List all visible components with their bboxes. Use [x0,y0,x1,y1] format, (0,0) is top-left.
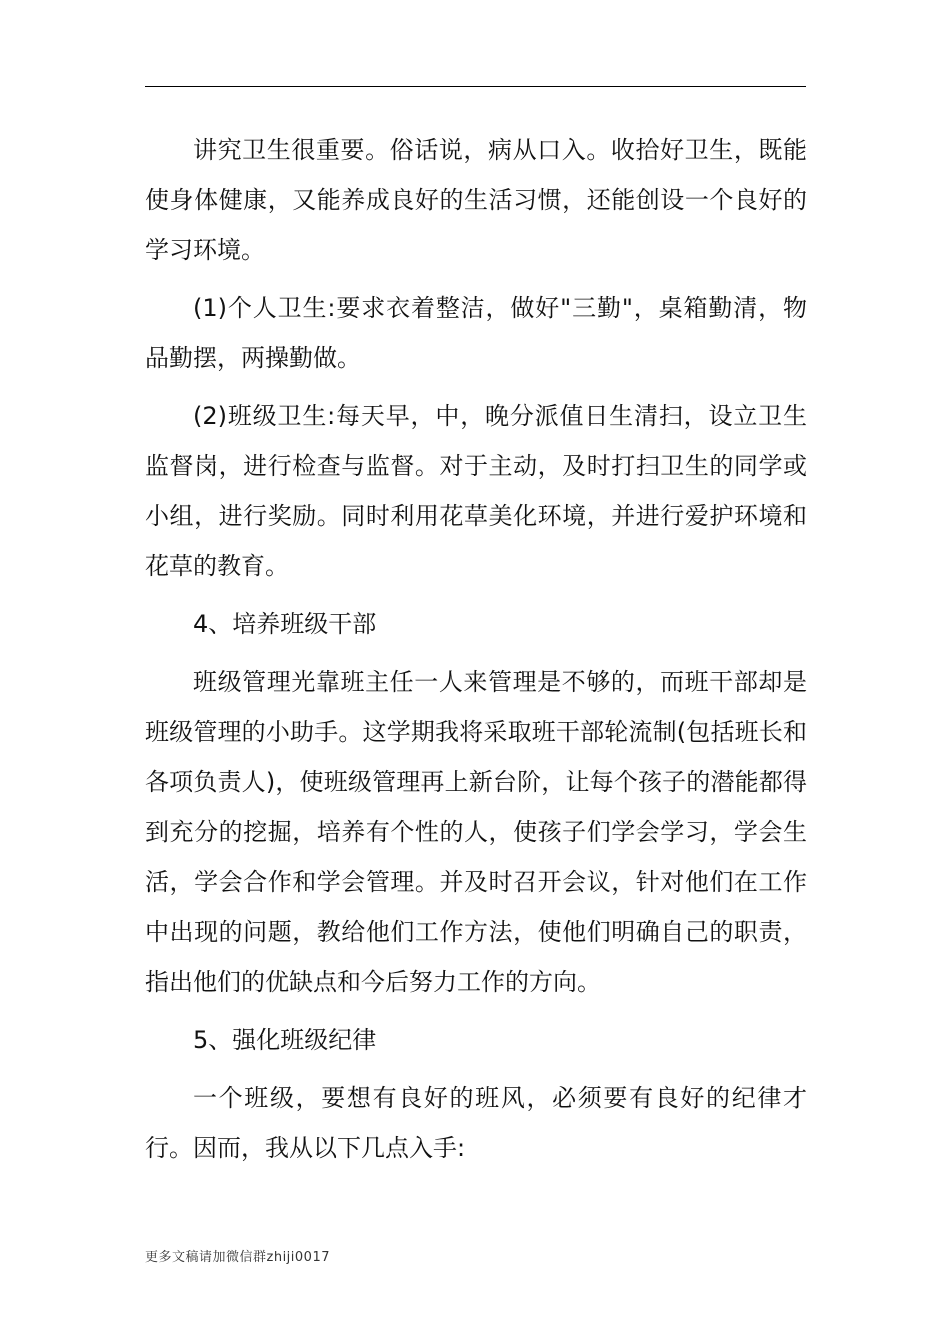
paragraph-class-cadres: 班级管理光靠班主任一人来管理是不够的，而班干部却是班级管理的小助手。这学期我将采取班干部轮流制(包括班长和各项负责人)，使班级管理再上新台阶，让每个孩子的潜能都得到充分的挖掘，培养有个性的人，使孩子们学会学习，学会生活，学会合作和学会管理。并及时召开会议，针对他们在工作中出现的问题，教给他们工作方法，使他们明确自己的职责，指出他们的优缺点和今后努力工作的方向。 [145,668,807,996]
section-heading-4: 4、培养班级干部 [193,610,377,638]
document-body [145,125,807,1181]
paragraph-hygiene-intro: 讲究卫生很重要。俗话说，病从口入。收拾好卫生，既能使身体健康，又能养成良好的生活习惯，还能创设一个良好的学习环境。 [145,136,807,264]
header-rule [145,86,806,87]
footer-note: 更多文稿请加微信群zhiji0017 [145,1250,330,1265]
paragraph-class-hygiene: (2)班级卫生:每天早，中，晚分派值日生清扫，设立卫生监督岗，进行检查与监督。对于主动，及时打扫卫生的同学或小组，进行奖励。同时利用花草美化环境，并进行爱护环境和花草的教育。 [145,402,807,580]
paragraph-class-discipline: 一个班级，要想有良好的班风，必须要有良好的纪律才行。因而，我从以下几点入手: [145,1084,807,1162]
paragraph-personal-hygiene: (1)个人卫生:要求衣着整洁，做好"三勤"，桌箱勤清，物品勤摆，两操勤做。 [145,294,807,372]
section-heading-5: 5、强化班级纪律 [193,1026,377,1054]
